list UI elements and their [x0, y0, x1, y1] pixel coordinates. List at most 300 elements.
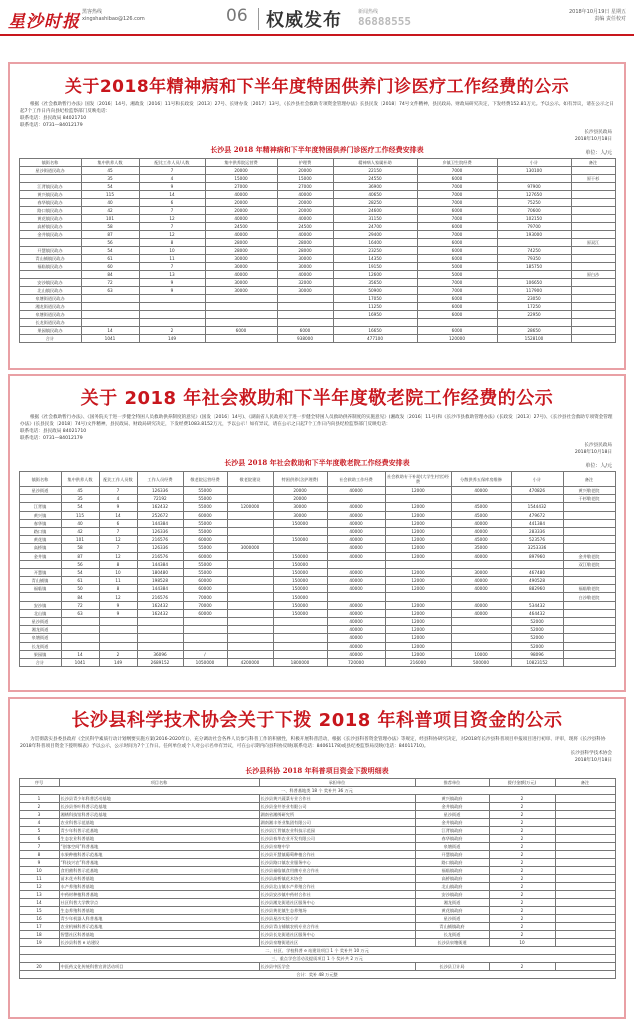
- table-cell: 2: [489, 859, 555, 867]
- funding-table: [19, 158, 616, 343]
- table-cell: 534432: [511, 601, 563, 609]
- table-cell: 长沙县北山镇水产养殖合作社: [259, 883, 415, 891]
- table-cell: [563, 527, 615, 535]
- column-header: 集中供养人数: [61, 472, 99, 487]
- table-cell: 464432: [511, 609, 563, 617]
- table-row: [19, 915, 615, 923]
- column-header: 备注: [571, 159, 615, 167]
- table-title: 长沙县 2018 年社会救助和下半年度敬老院工作经费安排表: [224, 458, 410, 467]
- table-cell: [555, 899, 615, 907]
- table-cell: 长沙县卫计局: [415, 963, 489, 971]
- table-cell: 3: [19, 811, 59, 819]
- table-cell: 6: [99, 519, 137, 527]
- table-cell: [273, 626, 327, 634]
- table-cell: [277, 303, 333, 311]
- table-cell: 144384: [137, 585, 183, 593]
- table-cell: 12000: [385, 544, 451, 552]
- table-cell: 150000: [273, 601, 327, 609]
- group-label: 二、社区、学校科普 e 站建设项目 1 个 奖补共 10 万元: [19, 947, 615, 955]
- table-row: [19, 223, 615, 231]
- table-cell: 50900: [333, 287, 417, 295]
- table-cell: 2: [139, 327, 205, 335]
- table-row: [19, 835, 615, 843]
- table-cell: 10000: [451, 650, 511, 658]
- table-cell: 180480: [137, 568, 183, 576]
- table-cell: 15000: [205, 175, 277, 183]
- table-cell: 2: [99, 650, 137, 658]
- table-cell: 28000: [205, 239, 277, 247]
- notice-title: 关于 2018 年社会救助和下半年度敬老院工作经费的公示: [80, 388, 554, 409]
- table-cell: “创客空间”科普基地: [59, 843, 259, 851]
- table-cell: 水果种植科普示范基地: [59, 851, 259, 859]
- table-row: [19, 335, 615, 343]
- table-cell: 16950: [333, 311, 417, 319]
- table-cell: 3000000: [227, 544, 273, 552]
- table-cell: 63: [81, 287, 139, 295]
- table-cell: 黄花镇: [19, 536, 61, 544]
- notice-body: 根据《社会救助暂行办法》、《国务院关于进一步健全特困人员救助供养制度的意见》(国发〔2016〕14号)、《湖南省人民政府关于进一步健全特困人员救助供养制度的实施意见》(湘政发〔2016〕11号)和《长沙市县救助管理办法》(长政发〔2013〕27号)、《长沙县社会救助专项资金管理办法》(长县民发〔2018〕74号)文件精神，县民政局、财政局研究决定，下发经费1083.8152万元，予以公示！如有异议，请在公示之日起7个工作日内向县纪检监察部门反映电话：: [20, 415, 613, 427]
- table-cell: 490528: [511, 577, 563, 585]
- table-row: [19, 279, 615, 287]
- table-cell: [327, 495, 385, 503]
- table-row: [19, 167, 615, 175]
- table-cell: 长沙县青山铺镇农机专业合作社: [259, 923, 415, 931]
- table-cell: 40650: [333, 191, 417, 199]
- table-cell: 40000: [327, 519, 385, 527]
- table-cell: 84: [81, 271, 139, 279]
- table-cell: 52000: [511, 618, 563, 626]
- table-row: [19, 207, 615, 215]
- table-cell: 61: [61, 577, 99, 585]
- table-cell: 144384: [137, 560, 183, 568]
- signature: 长沙县民政局 2018年10月18日: [574, 443, 612, 455]
- page-header: [0, 0, 634, 36]
- table-cell: 20000: [205, 207, 277, 215]
- table-cell: [333, 319, 417, 327]
- table-cell: 12000: [385, 527, 451, 535]
- table-cell: 30000: [277, 263, 333, 271]
- table-cell: 2: [489, 899, 555, 907]
- table-cell: [563, 609, 615, 617]
- table-cell: [19, 271, 81, 279]
- table-cell: 2: [489, 907, 555, 915]
- table-cell: 20000: [277, 167, 333, 175]
- table-cell: 湖南省湘绣研究所: [259, 811, 415, 819]
- table-cell: 70000: [183, 601, 227, 609]
- table-cell: [81, 319, 139, 327]
- table-cell: 467480: [511, 568, 563, 576]
- table-cell: 6: [139, 199, 205, 207]
- table-cell: 40000: [205, 191, 277, 199]
- table-cell: [183, 618, 227, 626]
- table-cell: 98096: [511, 650, 563, 658]
- table-cell: 42: [61, 527, 99, 535]
- table-cell: [451, 634, 511, 642]
- table-cell: 长沙县黄花镇生态养殖场: [259, 907, 415, 915]
- table-cell: 1041: [81, 335, 139, 343]
- table-cell: [19, 560, 61, 568]
- table-cell: 40: [81, 199, 139, 207]
- table-cell: 福临镇: [19, 585, 61, 593]
- notice-body: 根据《社会救助暂行办法》国发〔2016〕14号、湘政发〔2016〕11号和长政发〔2013〕27号、长财办发〔2017〕13号，《长沙县社会救助专项资金管理办法》长县民发〔2018〕74号文件精神，县民政局、财政局研究决定，下发经费152.81万元。予以公示。如有异议，请在公示之日起7个工作日内向县纪检监察部门反映电话：: [20, 102, 614, 114]
- table-cell: 7: [99, 527, 137, 535]
- table-cell: 54: [81, 247, 139, 255]
- table-unit: 单位：人/元: [585, 463, 612, 469]
- table-row: [19, 191, 615, 199]
- table-cell: 7: [99, 487, 137, 495]
- table-cell: [61, 626, 99, 634]
- table-cell: 14: [19, 899, 59, 907]
- table-cell: [563, 568, 615, 576]
- table-cell: 开慧镇民政办: [19, 247, 81, 255]
- table-cell: 金井镇: [19, 552, 61, 560]
- table-cell: 湘龙街道: [19, 626, 61, 634]
- table-cell: 30000: [205, 279, 277, 287]
- table-cell: [227, 536, 273, 544]
- column-header: 敬老院建设: [227, 472, 273, 487]
- table-cell: [563, 536, 615, 544]
- table-cell: [99, 642, 137, 650]
- newspaper-logo: 星沙时报: [8, 12, 80, 32]
- table-cell: 9: [139, 183, 205, 191]
- table-cell: 60000: [183, 585, 227, 593]
- table-group-row: [19, 955, 615, 963]
- table-cell: [227, 560, 273, 568]
- table-cell: 青少年机器人科普基地: [59, 915, 259, 923]
- column-header: 小计: [511, 472, 563, 487]
- table-cell: 45: [61, 487, 99, 495]
- table-cell: 40000: [277, 215, 333, 223]
- table-cell: 7: [139, 207, 205, 215]
- table-cell: 长龙街道: [415, 931, 489, 939]
- table-cell: 79350: [497, 255, 571, 263]
- table-cell: 春华镇政府: [415, 835, 489, 843]
- table-cell: 193000: [497, 231, 571, 239]
- table-cell: 56: [61, 560, 99, 568]
- science-table: [19, 778, 616, 979]
- table-cell: 湘龙街道民政办: [19, 303, 81, 311]
- table-cell: 苗木花卉科普基地: [59, 875, 259, 883]
- table-cell: 24700: [333, 223, 417, 231]
- table-cell: [571, 167, 615, 175]
- table-row: [19, 819, 615, 827]
- column-header: 护理费: [277, 159, 333, 167]
- table-cell: 10: [139, 247, 205, 255]
- table-cell: 1528100: [497, 335, 571, 343]
- table-cell: 40000: [327, 650, 385, 658]
- table-cell: 2: [489, 875, 555, 883]
- column-header: 特困供养(含护理费): [273, 472, 327, 487]
- table-cell: 16650: [333, 327, 417, 335]
- table-cell: 星沙街道: [415, 811, 489, 819]
- table-cell: 7: [99, 544, 137, 552]
- table-cell: [563, 634, 615, 642]
- table-row: [19, 544, 615, 552]
- table-cell: 福临镇政府: [415, 867, 489, 875]
- table-cell: 60000: [183, 536, 227, 544]
- table-cell: 长沙县开慧镇葡萄种植合作社: [259, 851, 415, 859]
- table-cell: 6000: [417, 247, 497, 255]
- table-cell: [571, 191, 615, 199]
- table-cell: [385, 593, 451, 601]
- table-row: [19, 963, 615, 971]
- table-cell: [19, 495, 61, 503]
- table-cell: 长沙县星沙实验小学: [259, 915, 415, 923]
- table-cell: 6000: [417, 311, 497, 319]
- table-cell: 8: [99, 585, 137, 593]
- table-cell: 12: [99, 593, 137, 601]
- table-cell: 黄兴镇政府: [415, 795, 489, 803]
- table-cell: [571, 327, 615, 335]
- table-row: [19, 175, 615, 183]
- table-cell: 5: [19, 827, 59, 835]
- table-cell: [227, 601, 273, 609]
- table-cell: 18: [19, 931, 59, 939]
- table-cell: [227, 552, 273, 560]
- table-cell: 长沙县春华农业开发有限公司: [259, 835, 415, 843]
- table-cell: [273, 634, 327, 642]
- table-cell: 12000: [385, 601, 451, 609]
- table-cell: 12: [19, 883, 59, 891]
- table-cell: 9: [99, 503, 137, 511]
- table-cell: [451, 642, 511, 650]
- table-cell: 115: [61, 511, 99, 519]
- table-row: [19, 527, 615, 535]
- table-cell: [451, 618, 511, 626]
- table-cell: 30000: [205, 255, 277, 263]
- table-cell: 9: [139, 279, 205, 287]
- table-header-row: [19, 472, 615, 487]
- table-cell: [555, 963, 615, 971]
- table-cell: 6000: [417, 255, 497, 263]
- table-cell: 30000: [277, 255, 333, 263]
- table-cell: 长沙县中医学会: [259, 963, 415, 971]
- table-cell: 2: [489, 923, 555, 931]
- table-row: [19, 263, 615, 271]
- column-header: 备注: [555, 779, 615, 787]
- table-row: [19, 827, 615, 835]
- table-cell: 938000: [277, 335, 333, 343]
- table-cell: [273, 527, 327, 535]
- table-cell: [61, 642, 99, 650]
- column-header: 社会救助专干补助(大学生村官)经费: [385, 472, 451, 487]
- table-cell: 2: [489, 827, 555, 835]
- table-cell: 7000: [417, 167, 497, 175]
- table-cell: [571, 279, 615, 287]
- table-cell: 162432: [137, 503, 183, 511]
- table-cell: [327, 560, 385, 568]
- table-cell: 13: [139, 271, 205, 279]
- table-cell: 原干杉: [571, 175, 615, 183]
- table-cell: 长沙县科普 e 站建设: [59, 939, 259, 947]
- table-cell: [385, 495, 451, 503]
- table-row: [19, 859, 615, 867]
- table-cell: 20: [19, 963, 59, 971]
- table-cell: 4: [19, 819, 59, 827]
- table-cell: [139, 295, 205, 303]
- table-cell: [563, 650, 615, 658]
- table-cell: 食用菌科普示范基地: [59, 867, 259, 875]
- table-cell: 14: [139, 191, 205, 199]
- table-cell: [563, 601, 615, 609]
- table-cell: [139, 319, 205, 327]
- table-cell: 40000: [451, 527, 511, 535]
- table-cell: 40000: [327, 618, 385, 626]
- table-cell: 35: [61, 495, 99, 503]
- table-cell: 2: [19, 803, 59, 811]
- table-cell: 30000: [273, 511, 327, 519]
- notice-social-assistance: [8, 374, 626, 692]
- table-cell: [227, 519, 273, 527]
- table-cell: 40: [61, 519, 99, 527]
- table-cell: [571, 231, 615, 239]
- table-cell: 1544432: [511, 503, 563, 511]
- table-cell: 31150: [333, 215, 417, 223]
- table-cell: 8: [19, 851, 59, 859]
- table-cell: 12: [139, 231, 205, 239]
- table-cell: 12000: [385, 642, 451, 650]
- table-cell: 55000: [183, 560, 227, 568]
- table-cell: [563, 577, 615, 585]
- table-cell: 12000: [385, 552, 451, 560]
- table-cell: 55000: [183, 527, 227, 535]
- table-cell: 52000: [511, 642, 563, 650]
- table-group-row: [19, 971, 615, 979]
- table-cell: [571, 199, 615, 207]
- contact-info: 联系电话：县民政局 84021710 联系电话：0731—84012179: [20, 429, 87, 441]
- column-header: 配比工作人员数: [99, 472, 137, 487]
- table-cell: 12000: [385, 626, 451, 634]
- table-cell: 20000: [205, 167, 277, 175]
- table-row: [19, 803, 615, 811]
- table-cell: 水产养殖科普基地: [59, 883, 259, 891]
- table-cell: 12000: [385, 487, 451, 495]
- table-cell: [227, 650, 273, 658]
- table-cell: 7: [139, 263, 205, 271]
- table-cell: 12000: [385, 511, 451, 519]
- table-cell: 24500: [277, 223, 333, 231]
- column-header: 精神病人家属补助: [333, 159, 417, 167]
- table-cell: 36096: [137, 650, 183, 658]
- table-cell: 合计: [19, 335, 81, 343]
- table-cell: 40000: [277, 191, 333, 199]
- table-cell: [563, 626, 615, 634]
- table-cell: [555, 795, 615, 803]
- table-cell: 长龙街道民政办: [19, 319, 81, 327]
- table-cell: [571, 263, 615, 271]
- table-unit: 单位：人/元: [585, 150, 612, 156]
- table-cell: 441384: [511, 519, 563, 527]
- table-row: [19, 931, 615, 939]
- table-cell: [451, 495, 511, 503]
- table-row: [19, 907, 615, 915]
- table-cell: 春华镇: [19, 519, 61, 527]
- table-cell: 40000: [327, 585, 385, 593]
- column-header: 拨付金额(万元): [489, 779, 555, 787]
- table-cell: 9: [99, 609, 137, 617]
- table-cell: 40000: [327, 568, 385, 576]
- table-cell: [563, 642, 615, 650]
- table-cell: 高桥镇: [19, 544, 61, 552]
- table-cell: 150000: [273, 593, 327, 601]
- table-cell: 58: [61, 544, 99, 552]
- table-cell: [571, 223, 615, 231]
- table-group-row: [19, 787, 615, 795]
- table-cell: 63: [61, 609, 99, 617]
- table-cell: 55000: [183, 519, 227, 527]
- signature: 长沙县民政局 2018年10月18日: [574, 130, 612, 142]
- table-row: [19, 552, 615, 560]
- section-title: 权威发布: [266, 10, 342, 31]
- table-cell: 144384: [137, 519, 183, 527]
- table-cell: 56: [81, 239, 139, 247]
- table-cell: [183, 642, 227, 650]
- table-cell: 216000: [385, 658, 451, 666]
- table-cell: 477100: [333, 335, 417, 343]
- table-cell: 星沙街道: [19, 487, 61, 495]
- table-cell: 30000: [205, 287, 277, 295]
- table-cell: 11250: [333, 303, 417, 311]
- table-cell: 17: [19, 923, 59, 931]
- table-cell: 安沙镇政府: [415, 891, 489, 899]
- table-cell: [571, 207, 615, 215]
- table-cell: 2: [489, 891, 555, 899]
- table-cell: 40000: [327, 503, 385, 511]
- table-row: [19, 239, 615, 247]
- table-cell: 黄兴敬老院: [563, 487, 615, 495]
- table-cell: 35650: [333, 279, 417, 287]
- column-header: 分散供养五保库房维修: [451, 472, 511, 487]
- table-cell: 10: [489, 939, 555, 947]
- table-cell: 55000: [183, 568, 227, 576]
- table-cell: [497, 239, 571, 247]
- table-cell: [61, 634, 99, 642]
- table-cell: 72192: [137, 495, 183, 503]
- table-cell: 40000: [451, 487, 511, 495]
- table-cell: [227, 618, 273, 626]
- table-cell: [451, 560, 511, 568]
- table-cell: 72: [81, 279, 139, 287]
- table-row: [19, 568, 615, 576]
- table-cell: 127650: [497, 191, 571, 199]
- table-cell: 湖南湘丰茶业集团有限公司: [259, 819, 415, 827]
- notice-body: 为贯彻落实县委县政府《全民科学素质行动计划纲要实施方案(2016-2020年)》，充分调动社会各界人员参与科普工作的积极性，积极开展科普活动，根据《长沙县科普资金管理办法》等规定，经县科协研究决定，对2018年长沙县科普项目申报项目进行初审、评审，现将《长沙县科协2018年科普项目资金下拨明细表》予以公示，公示时间为7个工作日。任何单位或个人对公示名单有异议，可在公示期内向县科协反映(联系电话：84061178)或县纪委监察局反映(电话：84011710)。: [20, 737, 606, 749]
- table-cell: 52000: [511, 634, 563, 642]
- table-row: [19, 618, 615, 626]
- table-cell: 2: [489, 851, 555, 859]
- table-cell: [555, 835, 615, 843]
- table-cell: 40000: [451, 585, 511, 593]
- table-cell: 35: [81, 175, 139, 183]
- notice-title: 长沙县科学技术协会关于下拨 2018 年科普项目资金的公示: [71, 710, 563, 731]
- table-cell: 150000: [273, 552, 327, 560]
- table-cell: [227, 626, 273, 634]
- column-header: 镇街名称: [19, 159, 81, 167]
- table-cell: 20000: [277, 207, 333, 215]
- table-cell: 19150: [333, 263, 417, 271]
- page-number: 06: [226, 6, 248, 26]
- table-row: [19, 183, 615, 191]
- table-cell: 1800000: [273, 658, 327, 666]
- table-cell: [555, 939, 615, 947]
- table-cell: [61, 618, 99, 626]
- column-header: 集中供养人数: [81, 159, 139, 167]
- header-divider: [258, 8, 259, 30]
- table-cell: 28000: [277, 239, 333, 247]
- table-cell: 开慧镇: [19, 568, 61, 576]
- table-cell: 2: [489, 867, 555, 875]
- table-cell: [511, 495, 563, 503]
